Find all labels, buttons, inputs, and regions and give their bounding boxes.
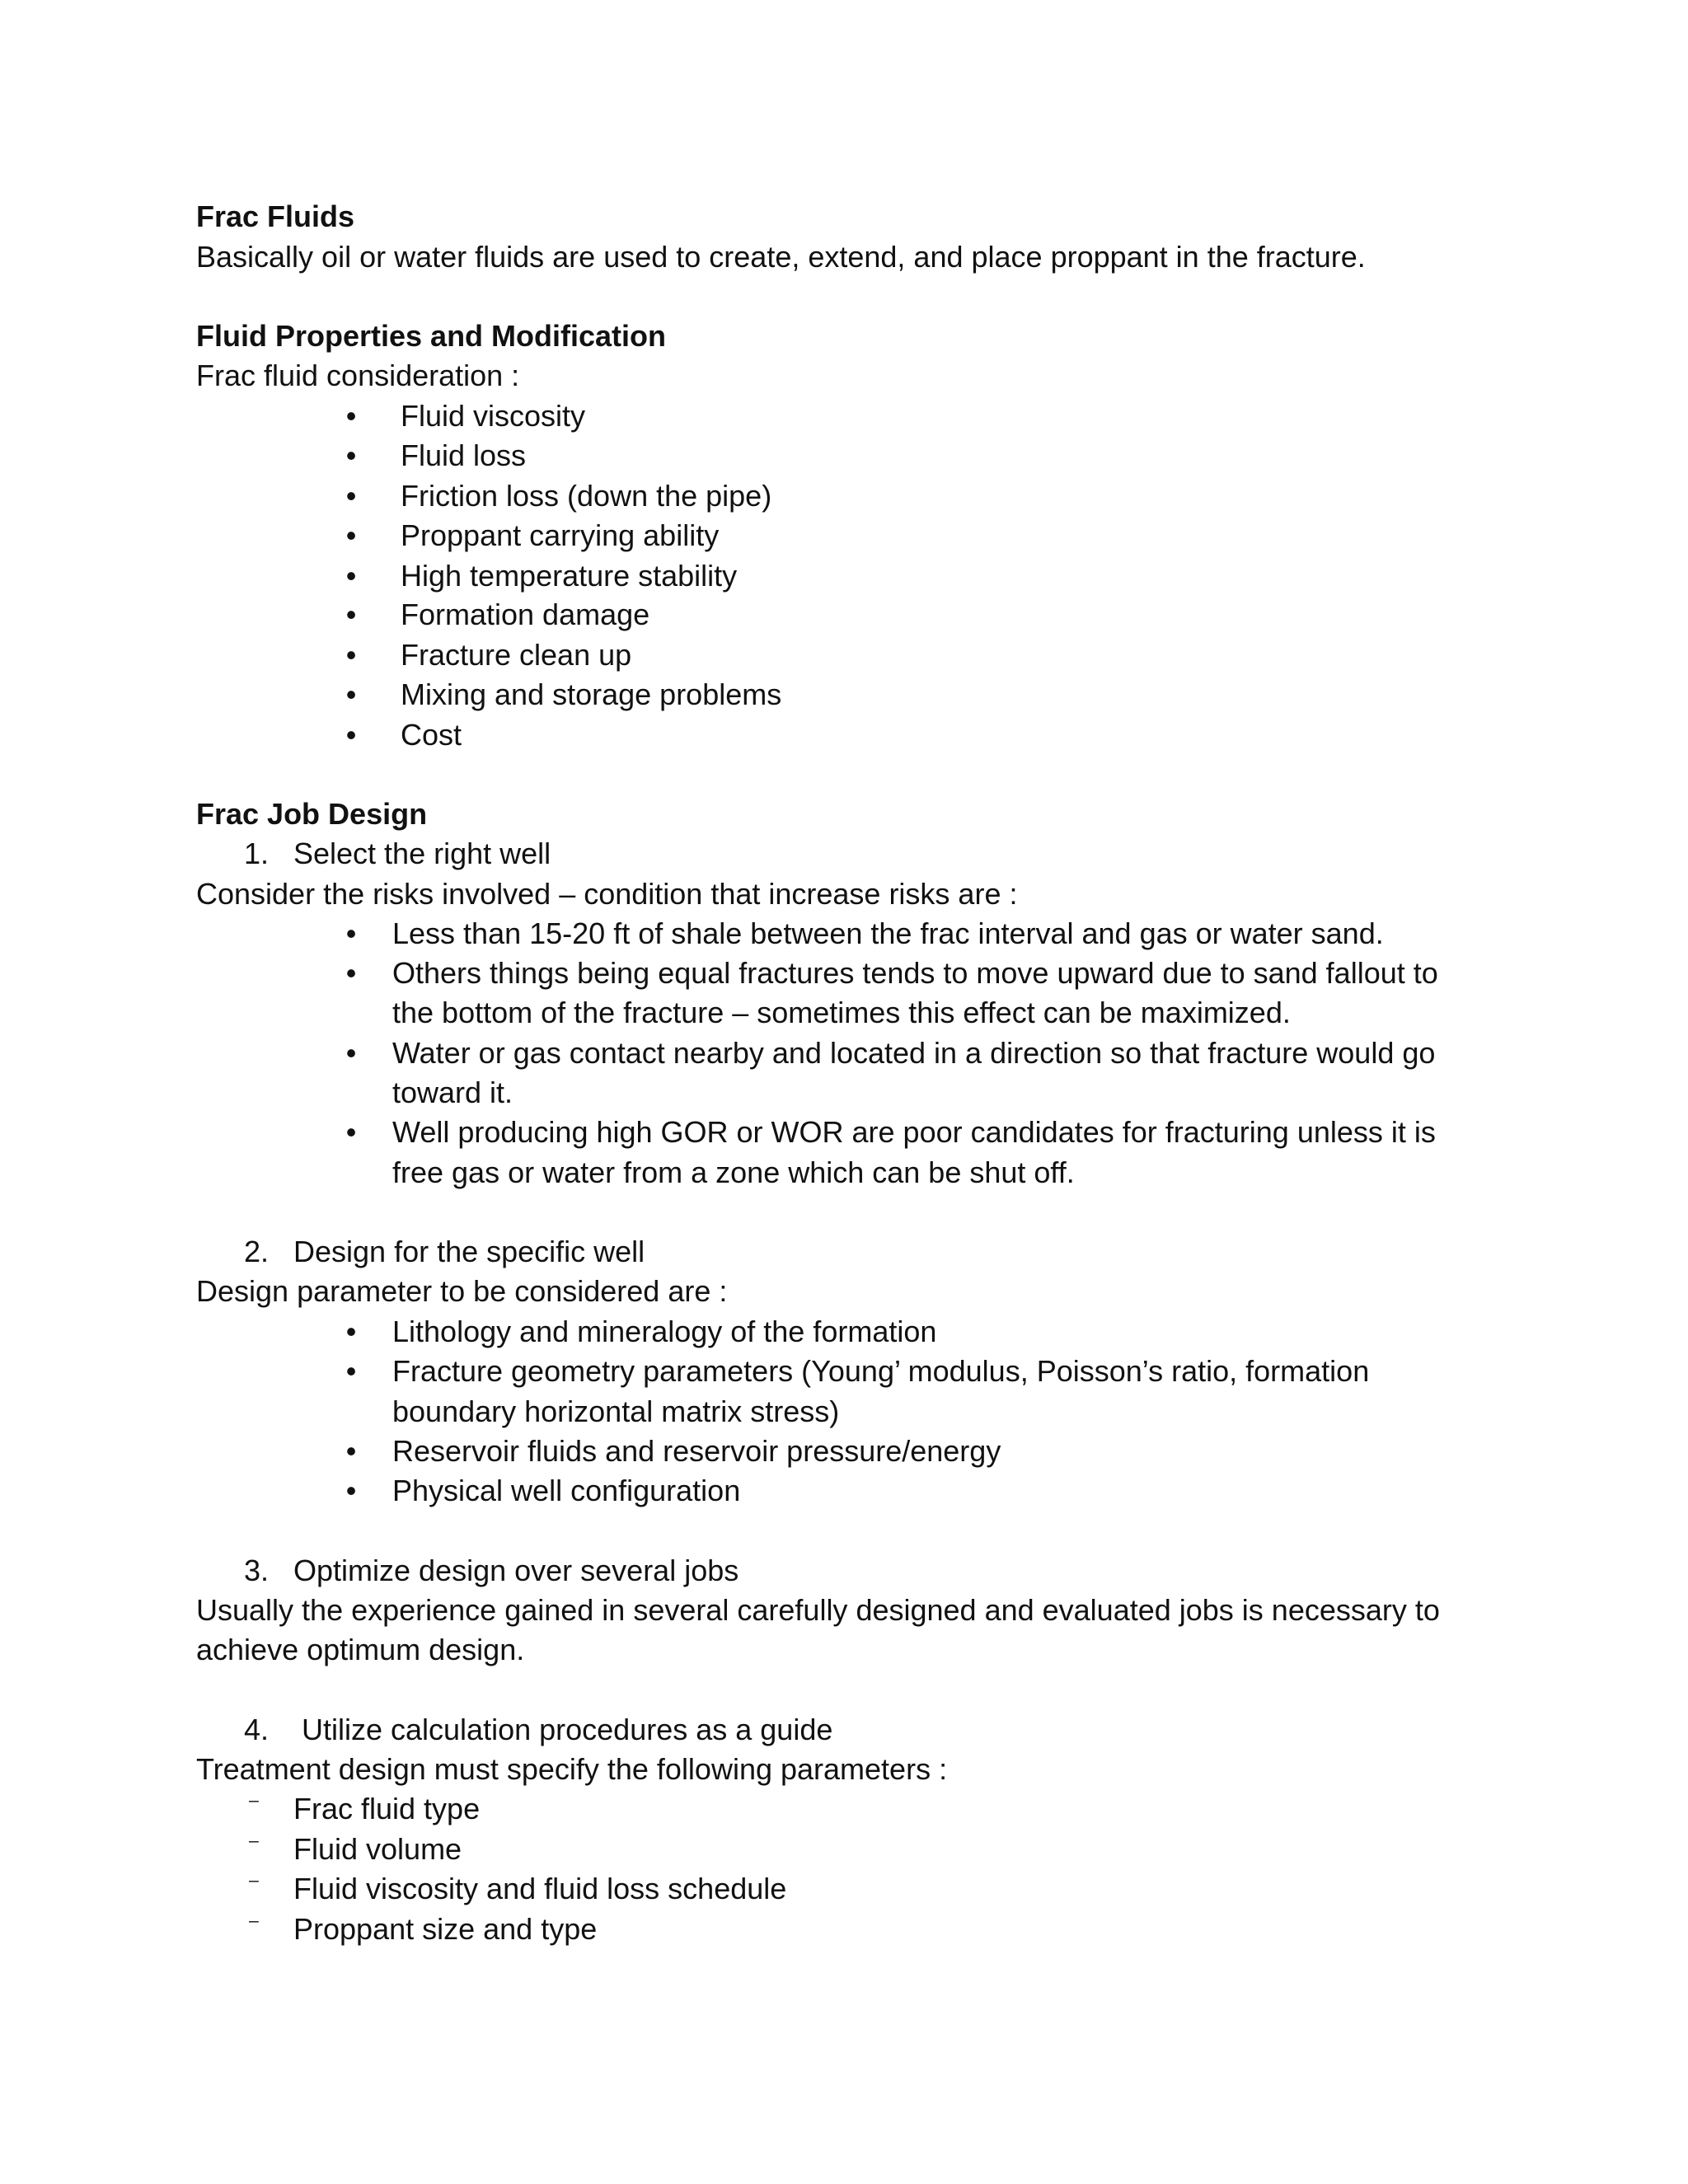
bullet-icon: • — [345, 956, 357, 990]
step-intro: Consider the risks involved – condition that increase risks are : — [196, 877, 1018, 911]
step-paragraph: Usually the experience gained in several carefully designed and evaluated jobs is necessary to — [196, 1593, 1440, 1627]
step-intro: Design parameter to be considered are : — [196, 1274, 728, 1308]
list-item: Friction loss (down the pipe) — [401, 479, 772, 513]
step-title: Optimize design over several jobs — [293, 1554, 739, 1587]
list-item: Fracture clean up — [401, 638, 632, 672]
step-intro: Treatment design must specify the following parameters : — [196, 1752, 948, 1786]
bullet-icon: • — [345, 1315, 357, 1348]
dash-bullet-icon: ⁻ — [247, 1913, 260, 1940]
list-item: Well producing high GOR or WOR are poor candidates for fracturing unless it is — [392, 1115, 1436, 1149]
bullet-icon: • — [345, 518, 357, 552]
bullet-icon: • — [345, 1434, 357, 1468]
bullet-icon: • — [345, 677, 357, 711]
list-item-continuation: free gas or water from a zone which can be shut off. — [392, 1155, 1075, 1189]
bullet-icon: • — [345, 1036, 357, 1070]
bullet-icon: • — [345, 399, 357, 433]
list-item-continuation: the bottom of the fracture – sometimes this effect can be maximized. — [392, 996, 1291, 1029]
list-item: Reservoir fluids and reservoir pressure/energy — [392, 1434, 1001, 1468]
frac-fluids-paragraph: Basically oil or water fluids are used to create, extend, and place proppant in the fracture. — [196, 240, 1366, 274]
bullet-icon: • — [345, 916, 357, 950]
list-item: Fluid volume — [293, 1832, 462, 1866]
dash-bullet-icon: ⁻ — [247, 1793, 260, 1820]
list-item: Formation damage — [401, 598, 650, 631]
list-item-continuation: toward it. — [392, 1076, 513, 1109]
step-title: Select the right well — [293, 837, 551, 870]
step-title: Design for the specific well — [293, 1235, 645, 1268]
list-item: Less than 15-20 ft of shale between the frac interval and gas or water sand. — [392, 916, 1384, 950]
step-number: 3. — [244, 1554, 270, 1587]
bullet-icon: • — [345, 638, 357, 672]
list-item: Others things being equal fractures tends to move upward due to sand fallout to — [392, 956, 1438, 990]
dash-bullet-icon: ⁻ — [247, 1872, 260, 1900]
list-item: Lithology and mineralogy of the formation — [392, 1315, 937, 1348]
bullet-icon: • — [345, 479, 357, 513]
step-number: 4. — [244, 1713, 270, 1746]
bullet-icon: • — [345, 559, 357, 593]
list-item: High temperature stability — [401, 559, 738, 593]
dash-bullet-icon: ⁻ — [247, 1833, 260, 1860]
step-paragraph-continuation: achieve optimum design. — [196, 1633, 525, 1666]
bullet-icon: • — [345, 1354, 357, 1388]
list-item: Fluid loss — [401, 438, 527, 472]
list-item: Fluid viscosity and fluid loss schedule — [293, 1872, 787, 1905]
list-item: Proppant carrying ability — [401, 518, 720, 552]
list-item: Cost — [401, 718, 462, 752]
step-number: 1. — [244, 837, 270, 870]
list-item-continuation: boundary horizontal matrix stress) — [392, 1394, 840, 1428]
list-item: Mixing and storage problems — [401, 677, 782, 711]
list-item: Frac fluid type — [293, 1792, 481, 1825]
list-item: Proppant size and type — [293, 1912, 598, 1946]
heading-fluid-properties: Fluid Properties and Modification — [196, 319, 667, 353]
bullet-icon: • — [345, 718, 357, 752]
frac-fluid-consideration-intro: Frac fluid consideration : — [196, 359, 520, 392]
bullet-icon: • — [345, 438, 357, 472]
heading-frac-job-design: Frac Job Design — [196, 797, 428, 831]
list-item: Fluid viscosity — [401, 399, 586, 433]
bullet-icon: • — [345, 1474, 357, 1507]
list-item: Fracture geometry parameters (Young’ modulus, Poisson’s ratio, formation — [392, 1354, 1370, 1388]
step-number: 2. — [244, 1235, 270, 1268]
bullet-icon: • — [345, 1115, 357, 1149]
list-item: Physical well configuration — [392, 1474, 741, 1507]
step-title: Utilize calculation procedures as a guide — [302, 1713, 833, 1746]
list-item: Water or gas contact nearby and located in a direction so that fracture would go — [392, 1036, 1436, 1070]
bullet-icon: • — [345, 598, 357, 631]
heading-frac-fluids: Frac Fluids — [196, 199, 355, 233]
